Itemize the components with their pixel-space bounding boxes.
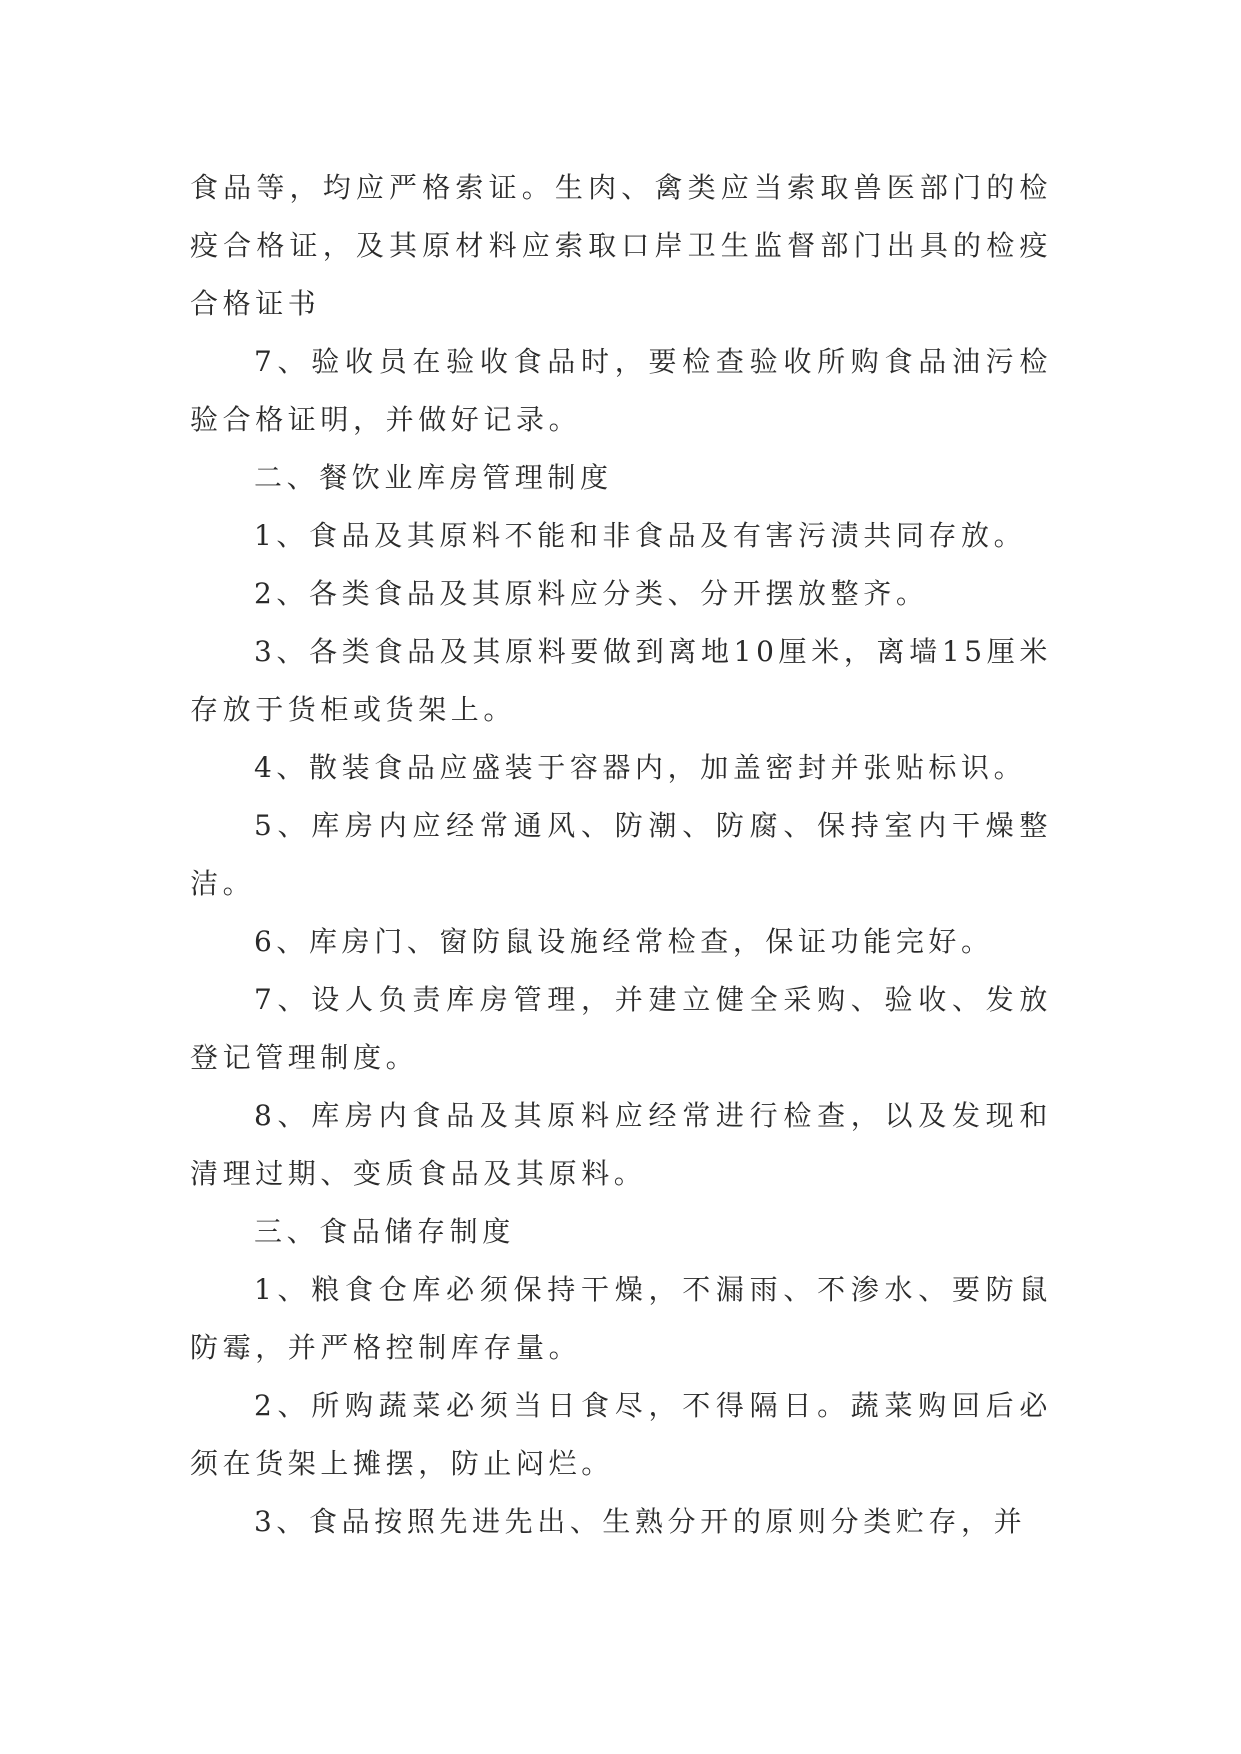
paragraph-warehouse-item-8: 8、库房内食品及其原料应经常进行检查，以及发现和清理过期、变质食品及其原料。 [190,1099,1052,1190]
paragraph-warehouse-item-3: 3、各类食品及其原料要做到离地10厘米，离墙15厘米存放于货柜或货架上。 [190,635,1052,726]
paragraph-warehouse-item-7: 7、设人负责库房管理，并建立健全采购、验收、发放登记管理制度。 [190,983,1052,1074]
paragraph-storage-item-3: 3、食品按照先进先出、生熟分开的原则分类贮存，并 [254,1505,1027,1538]
paragraph-warehouse-item-2: 2、各类食品及其原料应分类、分开摆放整齐。 [254,577,929,610]
paragraph-warehouse-item-6: 6、库房门、窗防鼠设施经常检查，保证功能完好。 [254,925,994,958]
paragraph-warehouse-item-5: 5、库房内应经常通风、防潮、防腐、保持室内干燥整洁。 [190,809,1052,900]
paragraph-inspection-item-7: 7、验收员在验收食品时，要检查验收所购食品油污检验合格证明，并做好记录。 [190,345,1052,436]
section-heading-warehouse-management: 二、餐饮业库房管理制度 [254,461,613,494]
paragraph-warehouse-item-1: 1、食品及其原料不能和非食品及有害污渍共同存放。 [254,519,1027,552]
document-body [190,159,1052,1551]
section-heading-food-storage: 三、食品储存制度 [254,1215,515,1248]
paragraph-storage-item-2: 2、所购蔬菜必须当日食尽，不得隔日。蔬菜购回后必须在货架上摊摆，防止闷烂。 [190,1389,1052,1480]
paragraph-continuation: 食品等，均应严格索证。生肉、禽类应当索取兽医部门的检疫合格证，及其原材料应索取口岸卫生监督部门出具的检疫合格证书 [190,171,1052,320]
paragraph-warehouse-item-4: 4、散装食品应盛装于容器内，加盖密封并张贴标识。 [254,751,1027,784]
paragraph-storage-item-1: 1、粮食仓库必须保持干燥，不漏雨、不渗水、要防鼠防霉，并严格控制库存量。 [190,1273,1052,1364]
